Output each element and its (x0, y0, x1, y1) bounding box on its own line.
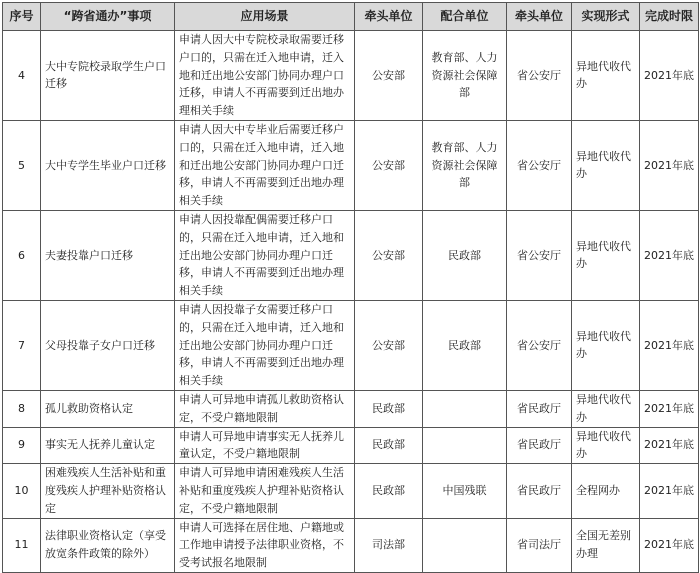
cell-deadline: 2021年底 (640, 427, 699, 464)
cell-form: 异地代收代办 (572, 210, 640, 300)
cell-lead: 公安部 (355, 120, 423, 210)
cell-item: 困难残疾人生活补贴和重度残疾人护理补贴资格认定 (41, 464, 175, 518)
cell-no: 8 (3, 390, 41, 427)
cell-scene: 申请人可异地申请孤儿救助资格认定，不受户籍地限制 (175, 390, 355, 427)
header-row (3, 3, 699, 31)
cell-scene: 申请人因投靠配偶需要迁移户口的，只需在迁入地申请，迁入地和迁出地公安部门协同办理户口迁移，申请人不再需要到迁出地办理相关手续 (175, 210, 355, 300)
cell-item: 法律职业资格认定（享受放宽条件政策的除外） (41, 518, 175, 572)
cell-item: 孤儿救助资格认定 (41, 390, 175, 427)
cell-lead: 民政部 (355, 390, 423, 427)
cell-lead: 公安部 (355, 300, 423, 390)
cell-form: 全程网办 (572, 464, 640, 518)
cell-form: 异地代收代办 (572, 31, 640, 121)
cell-lead-province: 省民政厅 (507, 464, 572, 518)
header-deadline: 完成时限 (640, 3, 699, 31)
header-lead-province: 牵头单位 (507, 3, 572, 31)
cell-form: 异地代收代办 (572, 427, 640, 464)
cell-coop (423, 518, 507, 572)
cell-no: 6 (3, 210, 41, 300)
cell-item: 父母投靠子女户口迁移 (41, 300, 175, 390)
cell-deadline: 2021年底 (640, 390, 699, 427)
cell-form: 异地代收代办 (572, 120, 640, 210)
table-row (3, 390, 699, 427)
cell-deadline: 2021年底 (640, 31, 699, 121)
table-row (3, 427, 699, 464)
header-no: 序号 (3, 3, 41, 31)
cell-lead-province: 省公安厅 (507, 120, 572, 210)
cell-scene: 申请人可异地申请困难残疾人生活补贴和重度残疾人护理补贴资格认定，不受户籍地限制 (175, 464, 355, 518)
header-coop: 配合单位 (423, 3, 507, 31)
cell-deadline: 2021年底 (640, 518, 699, 572)
cell-lead: 公安部 (355, 31, 423, 121)
table-row (3, 518, 699, 572)
cell-coop: 民政部 (423, 300, 507, 390)
cell-no: 11 (3, 518, 41, 572)
cell-coop: 教育部、人力资源社会保障部 (423, 31, 507, 121)
cell-no: 5 (3, 120, 41, 210)
cell-scene: 申请人因大中专院校录取需要迁移户口的，只需在迁入地申请，迁入地和迁出地公安部门协同办理户口迁移，申请人不再需要到迁出地办理相关手续 (175, 31, 355, 121)
cell-item: 大中专院校录取学生户口迁移 (41, 31, 175, 121)
cell-deadline: 2021年底 (640, 210, 699, 300)
cell-scene: 申请人可异地申请事实无人抚养儿童认定，不受户籍地限制 (175, 427, 355, 464)
cell-no: 10 (3, 464, 41, 518)
cell-coop: 教育部、人力资源社会保障部 (423, 120, 507, 210)
table-row (3, 31, 699, 121)
cell-deadline: 2021年底 (640, 120, 699, 210)
header-scene: 应用场景 (175, 3, 355, 31)
cell-coop (423, 427, 507, 464)
table-row (3, 300, 699, 390)
cell-lead: 民政部 (355, 427, 423, 464)
header-lead: 牵头单位 (355, 3, 423, 31)
service-table (2, 2, 699, 573)
cell-deadline: 2021年底 (640, 464, 699, 518)
cell-item: 事实无人抚养儿童认定 (41, 427, 175, 464)
header-item: “跨省通办”事项 (41, 3, 175, 31)
header-form: 实现形式 (572, 3, 640, 31)
cell-scene: 申请人可选择在居住地、户籍地或工作地申请授予法律职业资格，不受考试报名地限制 (175, 518, 355, 572)
cell-no: 4 (3, 31, 41, 121)
cell-lead: 司法部 (355, 518, 423, 572)
cell-deadline: 2021年底 (640, 300, 699, 390)
cell-coop: 中国残联 (423, 464, 507, 518)
cell-item: 大中专学生毕业户口迁移 (41, 120, 175, 210)
cell-lead-province: 省民政厅 (507, 390, 572, 427)
cell-form: 全国无差别办理 (572, 518, 640, 572)
cell-lead-province: 省公安厅 (507, 210, 572, 300)
cell-scene: 申请人因大中专毕业后需要迁移户口的，只需在迁入地申请，迁入地和迁出地公安部门协同办理户口迁移，申请人不再需要到迁出地办理相关手续 (175, 120, 355, 210)
table-row (3, 464, 699, 518)
cell-coop (423, 390, 507, 427)
cell-lead-province: 省公安厅 (507, 300, 572, 390)
cell-form: 异地代收代办 (572, 300, 640, 390)
cell-coop: 民政部 (423, 210, 507, 300)
cell-scene: 申请人因投靠子女需要迁移户口的，只需在迁入地申请，迁入地和迁出地公安部门协同办理户口迁移，申请人不再需要到迁出地办理相关手续 (175, 300, 355, 390)
cell-lead: 民政部 (355, 464, 423, 518)
cell-lead-province: 省民政厅 (507, 427, 572, 464)
cell-item: 夫妻投靠户口迁移 (41, 210, 175, 300)
cell-lead-province: 省司法厅 (507, 518, 572, 572)
cell-no: 7 (3, 300, 41, 390)
table-row (3, 210, 699, 300)
cell-form: 异地代收代办 (572, 390, 640, 427)
cell-no: 9 (3, 427, 41, 464)
table-row (3, 120, 699, 210)
cell-lead: 公安部 (355, 210, 423, 300)
cell-lead-province: 省公安厅 (507, 31, 572, 121)
